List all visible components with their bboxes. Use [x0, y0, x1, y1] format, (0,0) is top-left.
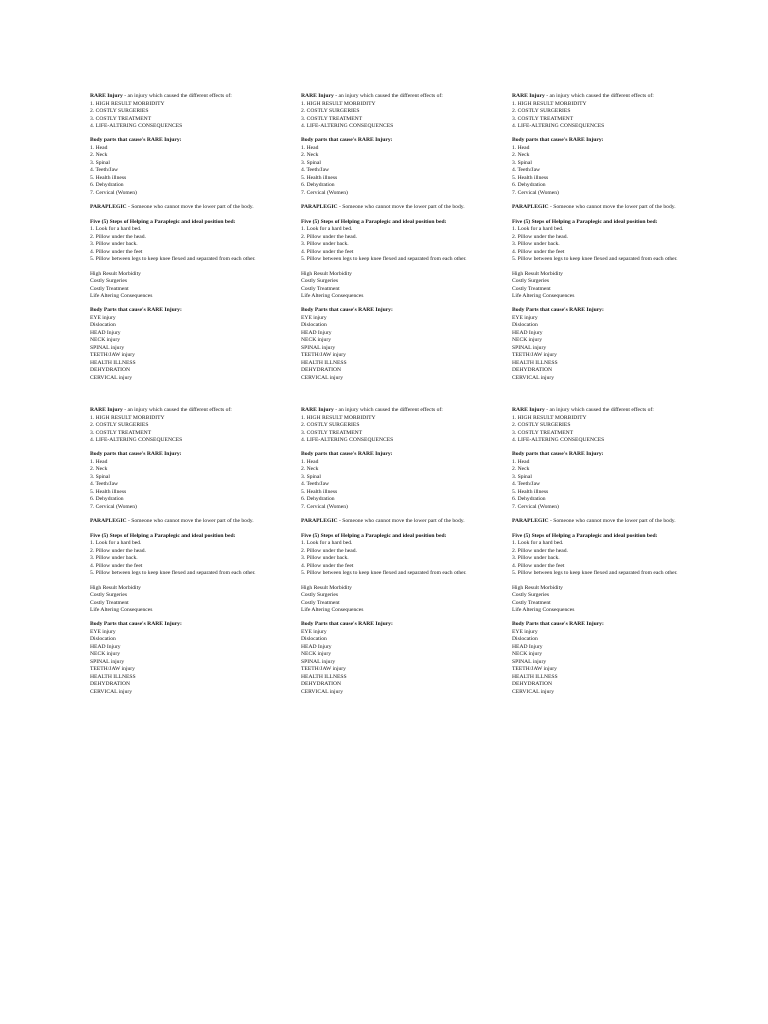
steps-section [512, 219, 704, 264]
body-part-item: 3. Spinal [90, 159, 110, 166]
step-item: 3. Pillow under back. [512, 241, 560, 248]
step-item: 1. Look for a hard bed. [301, 540, 353, 547]
step-item: 2. Pillow under the head. [301, 547, 357, 554]
body-parts-section [512, 451, 704, 511]
body-part-list-item: HEAD Injury [90, 643, 121, 650]
steps-heading: Five (5) Steps of Helping a Paraplegic and ideal position bed: [512, 532, 658, 539]
consequences-section [90, 271, 282, 301]
body-part-list-item: NECK injury [90, 337, 120, 344]
body-part-list-item: CERVICAL injury [512, 374, 555, 381]
consequence-item: Costly Treatment [512, 285, 551, 292]
body-part-list-item: Dislocation [301, 636, 327, 643]
step-item: 3. Pillow under back. [301, 555, 349, 562]
body-part-item: 6. Dehydration [512, 496, 546, 503]
effect-item: 1. HIGH RESULT MORBIDITY [301, 100, 376, 107]
paraplegic-term: PARAPLEGIC [512, 518, 549, 525]
body-part-item: 6. Dehydration [301, 496, 335, 503]
steps-heading: Five (5) Steps of Helping a Paraplegic and ideal position bed: [301, 218, 447, 225]
body-part-item: 1. Head [301, 458, 319, 465]
consequences-section [90, 585, 282, 615]
body-part-list-item: SPINAL injury [301, 658, 336, 665]
step-item: 5. Pillow between legs to keep knee flexed and separated from each other. [90, 256, 256, 263]
body-part-list-item: HEAD Injury [512, 329, 543, 336]
body-part-item: 4. Teeth/Jaw [90, 167, 119, 174]
body-part-item: 6. Dehydration [90, 182, 124, 189]
body-part-item: 7. Cervical (Women) [90, 189, 137, 196]
rare-injury-definition: - an injury which caused the different effects of: [333, 407, 443, 413]
body-part-list-item: HEALTH ILLNESS [512, 359, 558, 366]
paraplegic-definition: - Someone who cannot move the lower part of the body. [126, 204, 254, 211]
consequences-section [512, 271, 704, 301]
body-part-list-item: TEETH/JAW injury [301, 352, 346, 359]
rare-injury-definition: - an injury which caused the different effects of: [544, 407, 654, 413]
step-item: 2. Pillow under the head. [90, 233, 146, 240]
body-part-list-item: Dislocation [512, 322, 538, 329]
body-part-list-item: CERVICAL injury [301, 374, 344, 381]
step-item: 3. Pillow under back. [301, 241, 349, 248]
effect-item: 3. COSTLY TREATMENT [512, 429, 574, 436]
step-item: 5. Pillow between legs to keep knee flexed and separated from each other. [512, 256, 678, 263]
body-part-item: 7. Cervical (Women) [301, 189, 348, 196]
body-part-item: 2. Neck [301, 152, 319, 159]
step-item: 3. Pillow under back. [512, 555, 560, 562]
note-card [512, 407, 704, 696]
rare-injury-definition: - an injury which caused the different effects of: [544, 93, 654, 99]
body-part-item: 6. Dehydration [512, 182, 546, 189]
body-parts-list-heading: Body Parts that cause's RARE Injury: [301, 307, 393, 314]
note-card [90, 93, 282, 382]
body-parts-section [512, 137, 704, 197]
consequence-item: Costly Surgeries [301, 278, 339, 285]
body-part-item: 4. Teeth/Jaw [512, 167, 541, 174]
rare-injury-term: RARE Injury [512, 407, 545, 413]
step-item: 4. Pillow under the feet [512, 562, 565, 569]
steps-heading: Five (5) Steps of Helping a Paraplegic and ideal position bed: [301, 532, 447, 539]
body-parts-list-section [512, 307, 704, 382]
body-part-list-item: HEAD Injury [90, 329, 121, 336]
body-parts-list-heading: Body Parts that cause's RARE Injury: [512, 307, 604, 314]
steps-section [301, 533, 493, 578]
consequence-item: Life Altering Consequences [301, 293, 364, 300]
effect-item: 2. COSTLY SURGERIES [301, 108, 360, 114]
body-parts-list-heading: Body Parts that cause's RARE Injury: [90, 307, 182, 314]
body-parts-section [301, 451, 493, 511]
steps-heading: Five (5) Steps of Helping a Paraplegic and ideal position bed: [90, 218, 236, 225]
consequence-item: Costly Surgeries [512, 592, 550, 599]
body-part-list-item: NECK injury [512, 651, 542, 658]
body-parts-list-section [301, 307, 493, 382]
step-item: 5. Pillow between legs to keep knee flexed and separated from each other. [301, 570, 467, 577]
body-part-list-item: SPINAL injury [301, 344, 336, 351]
effect-item: 1. HIGH RESULT MORBIDITY [90, 100, 165, 107]
paraplegic-definition: - Someone who cannot move the lower part of the body. [126, 518, 254, 525]
rare-injury-section [90, 407, 282, 445]
effect-item: 4. LIFE-ALTERING CONSEQUENCES [90, 437, 183, 443]
effect-item: 1. HIGH RESULT MORBIDITY [301, 414, 376, 421]
body-part-list-item: CERVICAL injury [301, 688, 344, 695]
body-parts-heading: Body parts that cause's RARE Injury: [512, 451, 604, 458]
body-part-list-item: NECK injury [90, 651, 120, 658]
body-part-item: 1. Head [301, 144, 319, 151]
body-part-item: 1. Head [90, 458, 108, 465]
rare-injury-section [512, 93, 704, 131]
body-part-list-item: HEAD Injury [301, 643, 332, 650]
paraplegic-section [90, 518, 282, 526]
rare-injury-term: RARE Injury [90, 407, 123, 413]
step-item: 5. Pillow between legs to keep knee flexed and separated from each other. [301, 256, 467, 263]
body-part-list-item: EYE injury [301, 628, 327, 635]
consequence-item: Costly Surgeries [512, 278, 550, 285]
body-part-item: 3. Spinal [90, 473, 110, 480]
consequences-section [301, 271, 493, 301]
step-item: 4. Pillow under the feet [90, 562, 143, 569]
body-part-list-item: Dislocation [90, 636, 116, 643]
body-part-list-item: DEHYDRATION [301, 681, 342, 688]
body-part-list-item: EYE injury [301, 314, 327, 321]
body-part-list-item: TEETH/JAW injury [90, 352, 135, 359]
effect-item: 2. COSTLY SURGERIES [90, 108, 149, 114]
paraplegic-section [301, 204, 493, 212]
body-part-item: 2. Neck [512, 466, 530, 473]
body-part-list-item: SPINAL injury [90, 344, 125, 351]
body-part-item: 7. Cervical (Women) [301, 503, 348, 510]
consequence-item: Costly Treatment [90, 285, 129, 292]
body-part-list-item: CERVICAL injury [90, 374, 133, 381]
step-item: 1. Look for a hard bed. [301, 226, 353, 233]
effect-item: 1. HIGH RESULT MORBIDITY [512, 100, 587, 107]
rare-injury-definition: - an injury which caused the different effects of: [122, 93, 232, 99]
body-part-list-item: HEAD Injury [301, 329, 332, 336]
step-item: 4. Pillow under the feet [90, 248, 143, 255]
paraplegic-definition: - Someone who cannot move the lower part of the body. [337, 518, 465, 525]
note-card [301, 93, 493, 382]
step-item: 4. Pillow under the feet [301, 562, 354, 569]
body-part-item: 7. Cervical (Women) [512, 189, 559, 196]
step-item: 3. Pillow under back. [90, 555, 138, 562]
rare-injury-section [301, 407, 493, 445]
body-part-item: 2. Neck [90, 466, 108, 473]
steps-section [512, 533, 704, 578]
rare-injury-section [301, 93, 493, 131]
body-parts-heading: Body parts that cause's RARE Injury: [90, 137, 182, 144]
consequence-item: Costly Treatment [301, 599, 340, 606]
rare-injury-section [90, 93, 282, 131]
note-card [301, 407, 493, 696]
effect-item: 3. COSTLY TREATMENT [301, 115, 363, 122]
consequence-item: Costly Treatment [301, 285, 340, 292]
body-part-item: 5. Health illness [90, 174, 127, 181]
body-parts-heading: Body parts that cause's RARE Injury: [301, 451, 393, 458]
paraplegic-definition: - Someone who cannot move the lower part of the body. [337, 204, 465, 211]
step-item: 2. Pillow under the head. [90, 547, 146, 554]
steps-section [90, 219, 282, 264]
body-part-list-item: CERVICAL injury [90, 688, 133, 695]
body-part-list-item: NECK injury [512, 337, 542, 344]
step-item: 1. Look for a hard bed. [90, 540, 142, 547]
body-part-item: 5. Health illness [301, 488, 338, 495]
body-part-item: 1. Head [512, 144, 530, 151]
consequence-item: Costly Surgeries [301, 592, 339, 599]
effect-item: 4. LIFE-ALTERING CONSEQUENCES [90, 123, 183, 129]
effect-item: 4. LIFE-ALTERING CONSEQUENCES [301, 123, 394, 129]
consequence-item: Costly Surgeries [90, 592, 128, 599]
body-part-item: 4. Teeth/Jaw [301, 167, 330, 174]
body-part-item: 1. Head [90, 144, 108, 151]
body-part-item: 3. Spinal [301, 159, 321, 166]
effect-item: 2. COSTLY SURGERIES [301, 422, 360, 428]
body-part-item: 2. Neck [301, 466, 319, 473]
paraplegic-term: PARAPLEGIC [512, 204, 549, 211]
paraplegic-section [90, 204, 282, 212]
step-item: 2. Pillow under the head. [301, 233, 357, 240]
effect-item: 1. HIGH RESULT MORBIDITY [512, 414, 587, 421]
body-part-list-item: DEHYDRATION [301, 367, 342, 374]
effect-item: 4. LIFE-ALTERING CONSEQUENCES [512, 437, 605, 443]
body-part-item: 2. Neck [90, 152, 108, 159]
step-item: 5. Pillow between legs to keep knee flexed and separated from each other. [512, 570, 678, 577]
body-part-list-item: Dislocation [301, 322, 327, 329]
paraplegic-section [512, 204, 704, 212]
body-parts-list-section [90, 307, 282, 382]
steps-section [90, 533, 282, 578]
body-parts-list-section [301, 621, 493, 696]
paraplegic-definition: - Someone who cannot move the lower part of the body. [548, 204, 676, 211]
consequence-item: Costly Surgeries [90, 278, 128, 285]
rare-injury-term: RARE Injury [301, 407, 334, 413]
rare-injury-term: RARE Injury [90, 93, 123, 99]
body-part-list-item: TEETH/JAW injury [301, 666, 346, 673]
step-item: 1. Look for a hard bed. [512, 226, 564, 233]
body-parts-section [90, 451, 282, 511]
body-part-list-item: HEALTH ILLNESS [90, 359, 136, 366]
body-part-item: 5. Health illness [512, 488, 549, 495]
body-part-list-item: DEHYDRATION [512, 681, 553, 688]
body-part-item: 4. Teeth/Jaw [301, 481, 330, 488]
consequence-item: Life Altering Consequences [90, 607, 153, 614]
body-part-item: 7. Cervical (Women) [90, 503, 137, 510]
consequence-item: Life Altering Consequences [90, 293, 153, 300]
step-item: 4. Pillow under the feet [512, 248, 565, 255]
body-parts-list-heading: Body Parts that cause's RARE Injury: [301, 621, 393, 628]
body-part-list-item: SPINAL injury [512, 658, 547, 665]
step-item: 1. Look for a hard bed. [90, 226, 142, 233]
rare-injury-definition: - an injury which caused the different effects of: [333, 93, 443, 99]
rare-injury-section [512, 407, 704, 445]
step-item: 4. Pillow under the feet [301, 248, 354, 255]
consequence-item: Life Altering Consequences [512, 293, 575, 300]
step-item: 2. Pillow under the head. [512, 547, 568, 554]
effect-item: 1. HIGH RESULT MORBIDITY [90, 414, 165, 421]
body-part-list-item: TEETH/JAW injury [512, 352, 557, 359]
effect-item: 3. COSTLY TREATMENT [301, 429, 363, 436]
consequence-item: High Result Morbidity [512, 584, 563, 591]
effect-item: 2. COSTLY SURGERIES [512, 108, 571, 114]
note-card [512, 93, 704, 382]
body-part-list-item: EYE injury [90, 314, 116, 321]
consequence-item: High Result Morbidity [301, 270, 352, 277]
effect-item: 3. COSTLY TREATMENT [90, 115, 152, 122]
consequences-section [512, 585, 704, 615]
effect-item: 2. COSTLY SURGERIES [512, 422, 571, 428]
paraplegic-term: PARAPLEGIC [90, 204, 127, 211]
consequence-item: Life Altering Consequences [301, 607, 364, 614]
rare-injury-definition: - an injury which caused the different effects of: [122, 407, 232, 413]
step-item: 1. Look for a hard bed. [512, 540, 564, 547]
effect-item: 4. LIFE-ALTERING CONSEQUENCES [301, 437, 394, 443]
body-part-list-item: Dislocation [90, 322, 116, 329]
paraplegic-term: PARAPLEGIC [301, 204, 338, 211]
body-parts-list-heading: Body Parts that cause's RARE Injury: [90, 621, 182, 628]
body-part-item: 6. Dehydration [301, 182, 335, 189]
body-part-list-item: NECK injury [301, 651, 331, 658]
note-card [90, 407, 282, 696]
step-item: 3. Pillow under back. [90, 241, 138, 248]
body-part-item: 3. Spinal [301, 473, 321, 480]
steps-section [301, 219, 493, 264]
consequence-item: High Result Morbidity [90, 584, 141, 591]
consequence-item: Costly Treatment [512, 599, 551, 606]
body-parts-list-heading: Body Parts that cause's RARE Injury: [512, 621, 604, 628]
body-part-list-item: CERVICAL injury [512, 688, 555, 695]
body-parts-list-section [90, 621, 282, 696]
body-part-item: 4. Teeth/Jaw [90, 481, 119, 488]
body-part-item: 3. Spinal [512, 473, 532, 480]
body-part-list-item: DEHYDRATION [512, 367, 553, 374]
step-item: 2. Pillow under the head. [512, 233, 568, 240]
effect-item: 3. COSTLY TREATMENT [512, 115, 574, 122]
body-part-list-item: EYE injury [90, 628, 116, 635]
body-part-list-item: DEHYDRATION [90, 367, 131, 374]
body-part-list-item: EYE injury [512, 628, 538, 635]
body-part-item: 6. Dehydration [90, 496, 124, 503]
paraplegic-section [512, 518, 704, 526]
body-part-list-item: NECK injury [301, 337, 331, 344]
body-part-item: 5. Health illness [301, 174, 338, 181]
body-parts-heading: Body parts that cause's RARE Injury: [512, 137, 604, 144]
paraplegic-definition: - Someone who cannot move the lower part of the body. [548, 518, 676, 525]
body-part-item: 1. Head [512, 458, 530, 465]
body-part-list-item: TEETH/JAW injury [90, 666, 135, 673]
body-parts-heading: Body parts that cause's RARE Injury: [301, 137, 393, 144]
effect-item: 3. COSTLY TREATMENT [90, 429, 152, 436]
body-part-item: 7. Cervical (Women) [512, 503, 559, 510]
effect-item: 2. COSTLY SURGERIES [90, 422, 149, 428]
consequence-item: High Result Morbidity [90, 270, 141, 277]
body-part-item: 4. Teeth/Jaw [512, 481, 541, 488]
paraplegic-term: PARAPLEGIC [90, 518, 127, 525]
consequence-item: High Result Morbidity [512, 270, 563, 277]
body-part-list-item: Dislocation [512, 636, 538, 643]
consequence-item: High Result Morbidity [301, 584, 352, 591]
body-part-list-item: HEAD Injury [512, 643, 543, 650]
body-part-item: 2. Neck [512, 152, 530, 159]
body-parts-section [301, 137, 493, 197]
body-part-list-item: DEHYDRATION [90, 681, 131, 688]
body-parts-list-section [512, 621, 704, 696]
body-part-list-item: TEETH/JAW injury [512, 666, 557, 673]
body-part-list-item: HEALTH ILLNESS [301, 673, 347, 680]
body-part-item: 3. Spinal [512, 159, 532, 166]
body-part-list-item: SPINAL injury [90, 658, 125, 665]
rare-injury-term: RARE Injury [512, 93, 545, 99]
effect-item: 4. LIFE-ALTERING CONSEQUENCES [512, 123, 605, 129]
step-item: 5. Pillow between legs to keep knee flexed and separated from each other. [90, 570, 256, 577]
consequence-item: Costly Treatment [90, 599, 129, 606]
body-parts-section [90, 137, 282, 197]
steps-heading: Five (5) Steps of Helping a Paraplegic and ideal position bed: [512, 218, 658, 225]
body-part-item: 5. Health illness [512, 174, 549, 181]
body-part-list-item: HEALTH ILLNESS [512, 673, 558, 680]
paraplegic-section [301, 518, 493, 526]
body-part-list-item: HEALTH ILLNESS [90, 673, 136, 680]
body-part-list-item: SPINAL injury [512, 344, 547, 351]
consequences-section [301, 585, 493, 615]
body-part-item: 5. Health illness [90, 488, 127, 495]
rare-injury-term: RARE Injury [301, 93, 334, 99]
consequence-item: Life Altering Consequences [512, 607, 575, 614]
body-part-list-item: EYE injury [512, 314, 538, 321]
paraplegic-term: PARAPLEGIC [301, 518, 338, 525]
body-parts-heading: Body parts that cause's RARE Injury: [90, 451, 182, 458]
steps-heading: Five (5) Steps of Helping a Paraplegic and ideal position bed: [90, 532, 236, 539]
body-part-list-item: HEALTH ILLNESS [301, 359, 347, 366]
